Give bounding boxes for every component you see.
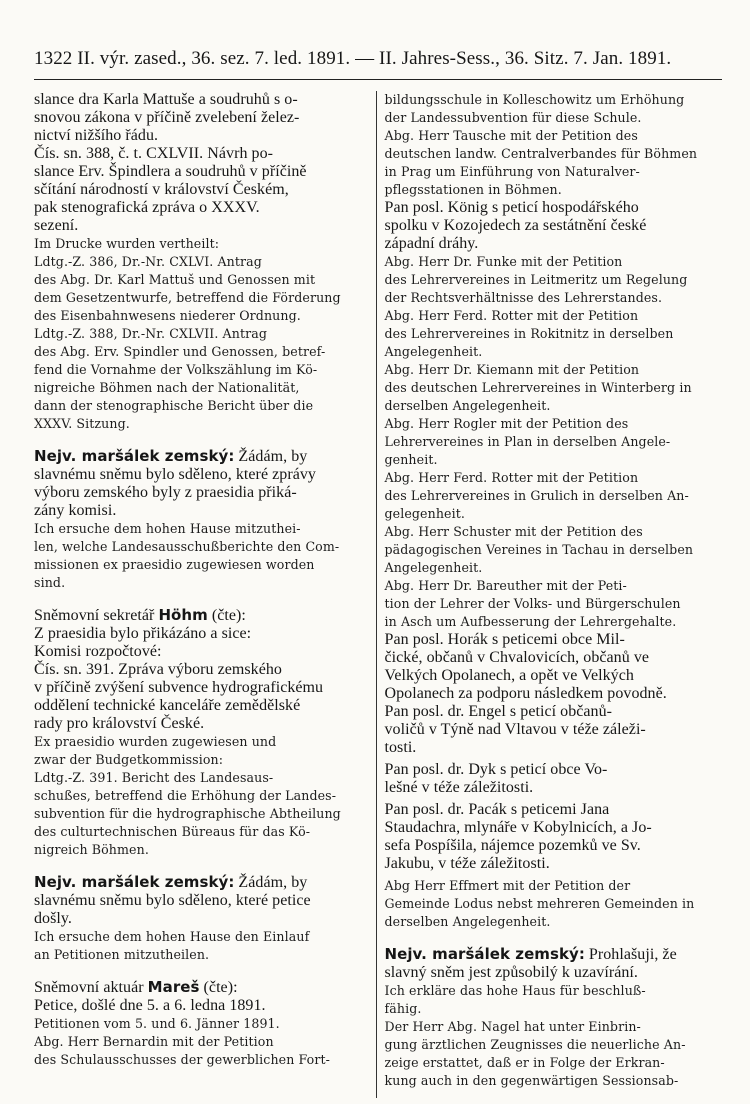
paragraph: Pan posl. dr. Engel s peticí občanů- voličů v Týně nad Vltavou v téže záleži- tosti. (384, 703, 646, 756)
speaker-name: Höhm (158, 606, 208, 624)
paragraph-text: Žádám, by slavnému sněmu bylo sděleno, které petice došly. (34, 874, 311, 927)
paragraph (385, 945, 721, 982)
paragraph: Im Drucke wurden vertheilt: Ldtg.-Z. 386, Dr.-Nr. CXLVI. Antrag des Abg. Dr. Karl Mattuš und Genossen mit dem Gesetzentwurfe, betreffend die Förderung des Eisenbahnwesens niederer Ordnung. (34, 236, 341, 323)
paragraph-text: Žádám, by slavnému sněmu bylo sděleno, které zprávy výboru zemského byly z praesidia přiká- zány komisi. (34, 448, 316, 519)
speaker-name: Nejv. maršálek zemský: (34, 873, 235, 891)
paragraph (34, 978, 370, 1015)
speaker-name: Mareš (147, 978, 200, 996)
paragraph: Ich ersuche dem hohen Hause mitzuthei- len, welche Landesausschußberichte den Com- missionen ex praesidio zugewiesen worden sind. (34, 521, 340, 590)
page-header: 1322 II. výr. zased., 36. sez. 7. led. 1891. — II. Jahres-Sess., 36. Sitz. 7. Jan. 1891. (34, 48, 672, 69)
paragraph (34, 447, 370, 520)
paragraph: Ldtg.-Z. 388, Dr.-Nr. CXLVII. Antrag des Abg. Erv. Spindler und Genossen, betref- fend die Vornahme der Volkszählung im Kö- nigreiche Böhmen nach der Nationalität, dann der stenographische Bericht über die XXXV. Sitzung. (34, 326, 326, 431)
paragraph: slance dra Karla Mattuše a soudruhů s o- snovou zákona v příčině zvelebení želez- nictví nižšího řádu. (34, 91, 300, 144)
speaker-role: Sněmovní aktuár (34, 979, 148, 996)
speaker-name: Nejv. maršálek zemský: (384, 945, 585, 963)
header-rule (34, 79, 722, 80)
paragraph: Ich ersuche dem hohen Hause den Einlauf an Petitionen mitzutheilen. (34, 929, 310, 962)
paragraph: Petitionen vom 5. und 6. Jänner 1891. Abg. Herr Bernardin mit der Petition des Schulausschusses der gewerblichen Fort- (34, 1016, 330, 1067)
paragraph: Pan posl. dr. Pacák s peticemi Jana Staudachra, mlynáře v Kobylnicích, a Jo- sefa Pospíšila, nájemce pozemků ve Sv. Jakubu, v téže záležitosti. (384, 801, 652, 872)
text-columns (34, 91, 720, 1098)
paragraph: Pan posl. dr. Dyk s peticí obce Vo- lešné v téže záležitosti. (384, 761, 608, 796)
speaker-role: Sněmovní sekretář (34, 607, 159, 624)
paragraph (34, 873, 370, 928)
paragraph: Pan posl. König s peticí hospodářského spolku v Kozojedech za sestátnění české západní dráhy. (384, 199, 647, 252)
paragraph: Čís. sn. 388, č. t. CXLVII. Návrh po- slance Erv. Špindlera a soudruhů v příčině sčítání národností v království Českém, pak stenografická zpráva o XXXV. sezení. (34, 145, 307, 234)
paragraph (34, 606, 370, 733)
paragraph-text: Prohlašuji, že slavný sněm jest způsobilý k uzavírání. (384, 946, 677, 981)
paragraph: Ich erkläre das hohe Haus für beschluß- fähig. Der Herr Abg. Nagel hat unter Einbrin- gung ärztlichen Zeugnisses die neuerliche An- zeige erstattet, daß er in Folge der Erkran- kung auch in den gegenwärtigen Sessionsab- (384, 983, 686, 1088)
paragraph-text: (čte): Z praesidia bylo přikázáno a sice: Komisi rozpočtové: Čís. sn. 391. Zpráva výboru zemského v příčině zvýšení subvence hydrografickému oddělení technické kanceláře zemědělské rady pro království České. (34, 607, 324, 732)
speaker-name: Nejv. maršálek zemský: (34, 447, 235, 465)
paragraph: Ex praesidio wurden zugewiesen und zwar der Budgetkommission: Ldtg.-Z. 391. Bericht des Landesaus- schußes, betreffend die Erhöhung der Landes- subvention für die hydrographische Abtheilung des culturtechnischen Büreaus für das Kö- nigreich Böhmen. (34, 734, 341, 857)
paragraph: Abg Herr Effmert mit der Petition der Gemeinde Lodus nebst mehreren Gemeinden in derselben Angelegenheit. (384, 878, 695, 929)
paragraph: Pan posl. Horák s peticemi obce Mil- čické, občanů v Chvalovicích, občanů ve Velkých Opolanech, a opět ve Velkých Opolanech za podporu následkem povodně. (384, 631, 667, 702)
paragraph: Abg. Herr Dr. Funke mit der Petition des Lehrervereines in Leitmeritz um Regelung der Rechtsverhältnisse des Lehrerstandes. Abg. Herr Ferd. Rotter mit der Petition des Lehrervereines in Rokitnitz in derselben Angelegenheit. Abg. Herr Dr. Kiemann mit der Petition des deutschen Lehrervereines in Winterberg in derselben Angelegenheit. Abg. Herr Rogler mit der Petition des Lehrervereines in Plan in derselben Angele- genheit. Abg. Herr Ferd. Rotter mit der Petition des Lehrervereines in Grulich in derselben An- gelegenheit. Abg. Herr Schuster mit der Petition des pädagogischen Vereines in Tachau in derselben Angelegenheit. Abg. Herr Dr. Bareuther mit der Peti- tion der Lehrer der Volks- und Bürgerschulen in Asch um Aufbesserung der Lehrergehalte. (384, 254, 694, 629)
right-column (377, 91, 721, 1098)
left-column (34, 91, 376, 1098)
paragraph: bildungsschule in Kolleschowitz um Erhöhung der Landessubvention für diese Schule. Abg. Herr Tausche mit der Petition des deutschen landw. Centralverbandes für Böhmen in Prag um Einführung von Naturalver- pflegsstationen in Böhmen. (384, 92, 698, 197)
paragraph-text: (čte): Petice, došlé dne 5. a 6. ledna 1891. (34, 979, 266, 1014)
